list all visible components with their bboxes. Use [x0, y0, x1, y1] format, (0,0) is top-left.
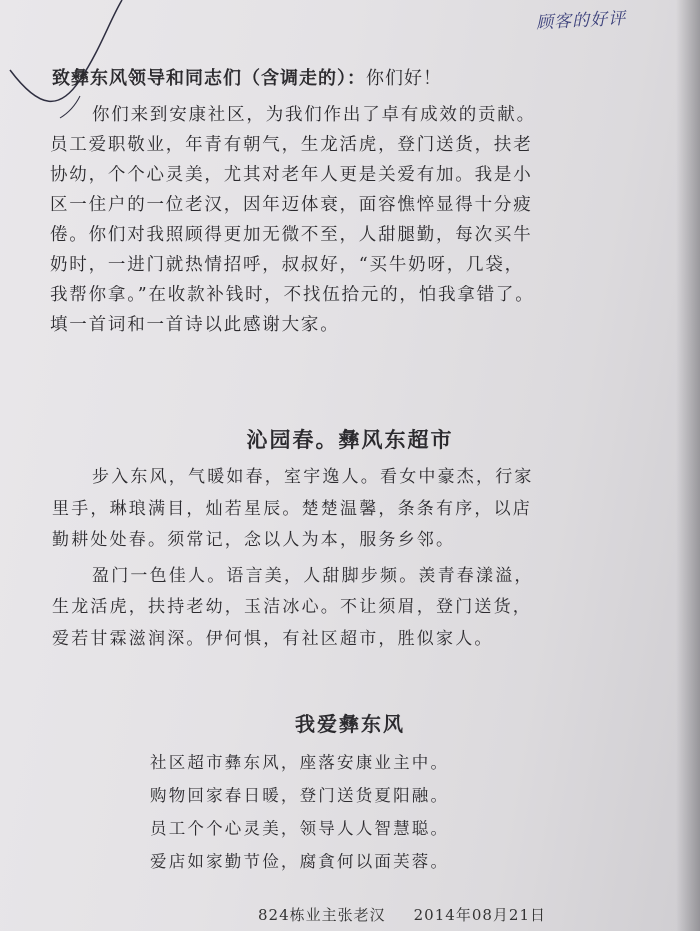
ci-line: 里手，琳琅满目，灿若星辰。楚楚温馨，条条有序，以店 — [52, 498, 532, 519]
letter-line: 填一首词和一首诗以此感谢大家。 — [50, 315, 340, 335]
letter-line: 奶时，一进门就热情招呼，叔叔好，“买牛奶呀，几袋， — [50, 255, 524, 275]
page-edge-shadow — [676, 0, 700, 931]
handwritten-note: 顾客的好评 — [535, 8, 627, 34]
letter-line: 员工爱职敬业，年青有朝气，生龙活虎，登门送货，扶老 — [50, 135, 533, 155]
letter-signature — [258, 904, 546, 925]
ci-line: 步入东风，气暖如春，室宇逸人。看女中豪杰，行家 — [92, 467, 534, 487]
poem-line: 购物回家春日暖，登门送货夏阳融。 — [150, 786, 450, 805]
poem-title: 我爱彝东风 — [295, 712, 405, 736]
signature-date: 2014年08月21日 — [413, 906, 546, 924]
letter-line: 协幼，个个心灵美，尤其对老年人更是关爱有加。我是小 — [50, 165, 533, 185]
signature-author: 824栋业主张老汉 — [258, 906, 386, 924]
letter-line: 我帮你拿。”在收款补钱时，不找伍拾元的，怕我拿错了。 — [50, 285, 535, 305]
letter-greeting — [52, 64, 442, 90]
poem-line: 爱店如家勤节俭，腐貪何以面芙蓉。 — [150, 852, 450, 871]
ci-line: 爱若甘霖滋润深。伊何惧，有社区超市，胜似家人。 — [52, 628, 494, 649]
ci-line: 勤耕处处春。须常记，念以人为本，服务乡邻。 — [52, 530, 456, 550]
letter-line: 区一住户的一位老汉，因年迈体衰，面容憔悴显得十分疲 — [50, 195, 533, 215]
ci-line: 盈门一色佳人。语言美，人甜脚步频。羡青春漾溢， — [92, 565, 534, 586]
letter-line: 你们来到安康社区，为我们作出了卓有成效的贡献。 — [92, 105, 536, 125]
greeting-hello: 你们好！ — [366, 68, 442, 89]
ci-poem-title: 沁园春。彝风东超市 — [246, 427, 454, 452]
poem-body — [150, 746, 449, 878]
poem-line: 社区超市彝东风，座落安康业主中。 — [150, 753, 450, 772]
poem-line: 员工个个心灵美，领导人人智慧聪。 — [150, 819, 450, 838]
greeting-salutation: 致彝东风领导和同志们（含调走的）： — [52, 68, 366, 89]
ci-line: 生龙活虎，扶持老幼，玉洁冰心。不让须眉，登门送货， — [52, 597, 532, 617]
letter-line: 倦。你们对我照顾得更加无微不至，人甜腿勤，每次买牛 — [50, 225, 533, 245]
letter-body — [50, 100, 610, 340]
ci-poem-body — [52, 462, 612, 655]
